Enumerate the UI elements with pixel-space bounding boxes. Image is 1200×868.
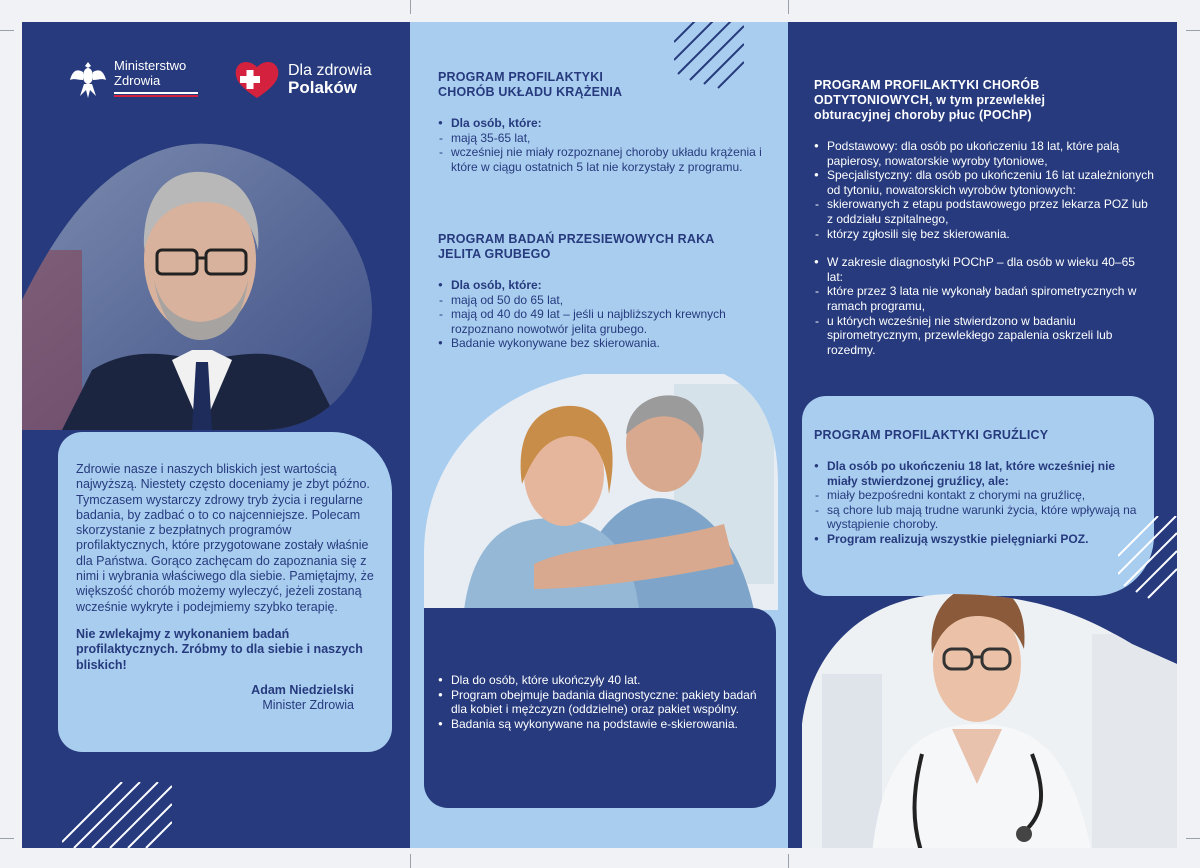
nurse-photo — [802, 554, 1177, 848]
program-cardio-lead: ● Dla osób, które: — [438, 116, 768, 131]
crop-mark — [410, 0, 411, 14]
program-tb-note: ● Program realizują wszystkie pielęgniarki POZ. — [814, 532, 1140, 547]
program-tb-item: - są chore lub mają trudne warunki życia, które wpływają na wystąpienie choroby. — [814, 503, 1140, 532]
program-40plus-box — [424, 608, 776, 808]
program-colon-item: - mają od 50 do 65 lat, — [438, 293, 768, 308]
crop-mark — [1186, 838, 1200, 839]
flag-stripe — [114, 92, 198, 97]
program-cardio-item: - wcześniej nie miały rozpoznanej choroby układu krążenia i które w ciągu ostatnich 5 lat nie korzystały z programu. — [438, 145, 768, 174]
signature-title: Minister Zdrowia — [262, 698, 354, 713]
program-tobacco-title-line3: obturacyjnej choroby płuc (POChP) — [814, 108, 1032, 122]
crop-mark — [0, 30, 14, 31]
signature-name: Adam Niedzielski — [251, 682, 354, 697]
program-colon-item: - mają od 40 do 49 lat – jeśli u najbliższych krewnych rozpoznano nowotwór jelita grubego. — [438, 307, 768, 336]
program-cardio — [438, 70, 768, 174]
program-colon-title-line2: JELITA GRUBEGO — [438, 247, 551, 261]
program-tobacco — [814, 78, 1154, 357]
program-cardio-title-line1: PROGRAM PROFILAKTYKI — [438, 70, 604, 84]
eagle-emblem-icon — [68, 58, 108, 102]
ministry-name-line1: Ministerstwo — [114, 58, 187, 73]
program-tobacco-basic: ● Podstawowy: dla osób po ukończeniu 18 lat, które palą papierosy, nowatorskie wyroby tytoniowe, — [814, 139, 1154, 168]
panel-programs-middle — [410, 22, 788, 848]
minister-letter-box — [58, 432, 392, 752]
program-tobacco-copd: ● W zakresie diagnostyki POChP – dla osób w wieku 40–65 lat: — [814, 255, 1154, 284]
program-colon-lead: ● Dla osób, które: — [438, 278, 768, 293]
decorative-stripes — [62, 782, 172, 848]
program-tobacco-title-line1: PROGRAM PROFILAKTYKI CHORÓB — [814, 78, 1040, 92]
program-40plus-item: ● Program obejmuje badania diagnostyczne: pakiety badań dla kobiet i mężczyzn (oddzielne) oraz pakiet wspólny. — [438, 688, 762, 717]
program-tobacco-special-item: - którzy zgłosili się bez skierowania. — [814, 227, 1154, 242]
panel-programs-right — [788, 22, 1177, 848]
couple-photo — [424, 374, 778, 610]
program-tobacco-special: ● Specjalistyczny: dla osób po ukończeniu 16 lat uzależnionych od tytoniu, nowatorskich wyrobów tytoniowych: — [814, 168, 1154, 197]
crop-mark — [788, 854, 789, 868]
program-tobacco-copd-item: - które przez 3 lata nie wykonały badań spirometrycznych w ramach programu, — [814, 284, 1154, 313]
crop-mark — [788, 0, 789, 14]
ministry-logo — [68, 58, 198, 102]
program-colon — [438, 232, 768, 351]
campaign-name-line1: Dla zdrowia — [288, 61, 372, 79]
program-colon-note: ● Badanie wykonywane bez skierowania. — [438, 336, 768, 351]
program-tb-title: PROGRAM PROFILAKTYKI GRUŹLICY — [814, 428, 1049, 442]
program-tobacco-special-item: - skierowanych z etapu podstawowego przez lekarza POZ lub z oddziału szpitalnego, — [814, 197, 1154, 226]
program-40plus-item: ● Dla do osób, które ukończyły 40 lat. — [438, 673, 762, 688]
program-cardio-item: - mają 35-65 lat, — [438, 131, 768, 146]
ministry-name-line2: Zdrowia — [114, 73, 161, 88]
letter-appeal: Nie zwlekajmy z wykonaniem badań profilaktycznych. Zróbmy to dla siebie i naszych bliskich! — [76, 626, 363, 672]
program-tobacco-copd-item: - u których wcześniej nie stwierdzono w badaniu spirometrycznym, przewlekłego zapalenia oskrzeli lub rozedmy. — [814, 314, 1154, 358]
campaign-name-line2: Polaków — [288, 77, 357, 97]
program-tb-lead: ● Dla osób po ukończeniu 18 lat, które wcześniej nie miały stwierdzonej gruźlicy, ale: — [814, 459, 1140, 488]
panel-minister-letter — [22, 22, 410, 848]
program-cardio-title-line2: CHORÓB UKŁADU KRĄŻENIA — [438, 85, 623, 99]
program-40plus-title: PROGRAM PROFILAKTYKA 40 PLUS — [438, 640, 664, 654]
program-tb-item: - miały bezpośredni kontakt z chorymi na gruźlicę, — [814, 488, 1140, 503]
crop-mark — [1186, 30, 1200, 31]
program-tobacco-title-line2a: ODTYTONIOWYCH, — [814, 93, 933, 107]
program-40plus-item: ● Badania są wykonywane na podstawie e-skierowania. — [438, 717, 762, 732]
program-tobacco-title-line2b: w tym przewlekłej — [932, 93, 1046, 107]
crop-mark — [410, 854, 411, 868]
crop-mark — [0, 838, 14, 839]
program-colon-title-line1: PROGRAM BADAŃ PRZESIEWOWYCH RAKA — [438, 232, 715, 246]
heart-cross-logo-icon — [232, 56, 282, 102]
campaign-logo — [232, 56, 372, 102]
letter-body: Zdrowie nasze i naszych bliskich jest wartością najwyższą. Niestety często doceniamy je zbyt późno. Tymczasem wystarczy zdrowy tryb życia i regularne badania, by zadbać o to co najcenniejsze. Polecam skorzystanie z bezpłatnych programów profilaktycznych, które przygotowane zostały właśnie dla Państwa. Gorąco zachęcam do zapoznania się z nimi i wybrania właściwego dla siebie. Pamiętajmy, że większość chorób możemy wyleczyć, jeżeli zostaną wcześnie wykryte i podejmiemy szybko terapię. — [76, 462, 374, 614]
minister-portrait-photo — [22, 130, 376, 430]
